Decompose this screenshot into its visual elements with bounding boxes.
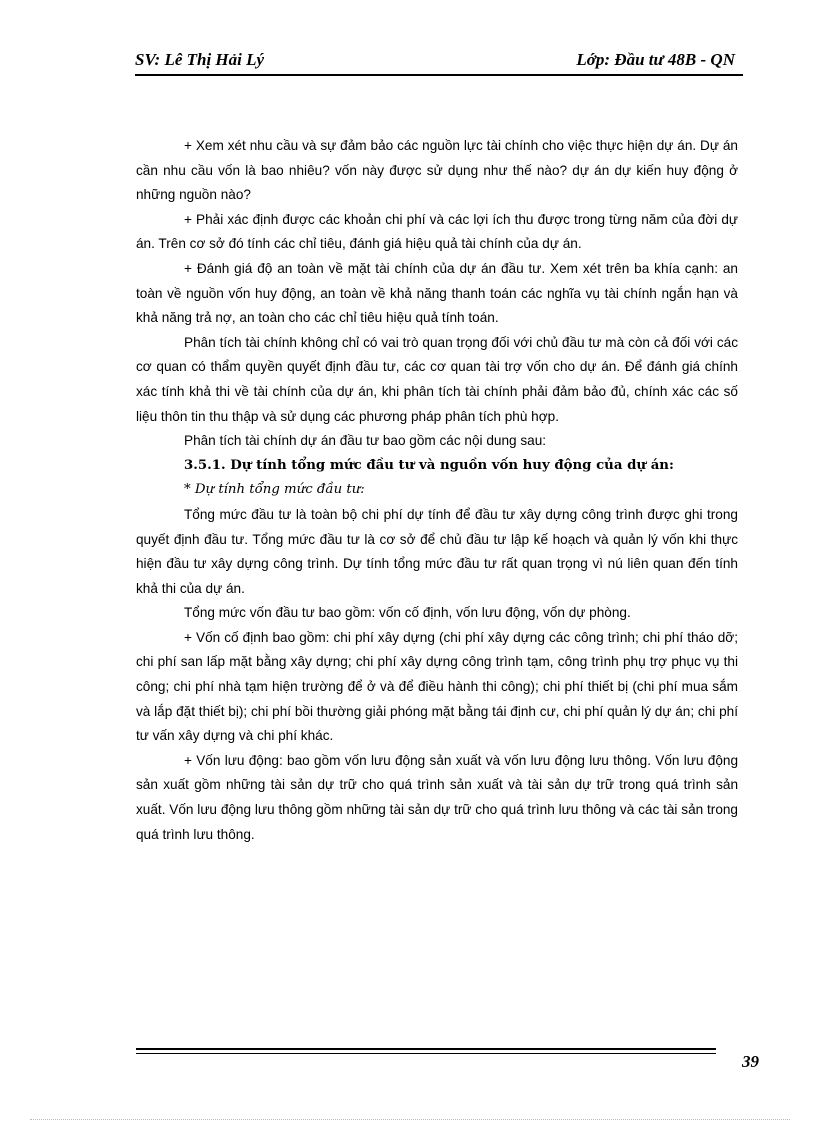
document-body [136,134,738,847]
paragraph: Phân tích tài chính không chỉ có vai trò quan trọng đối với chủ đầu tư mà còn cả đối với các cơ quan có thẩm quyền quyết định đầu tư, các cơ quan tài trợ vốn cho dự án. Để đánh giá chính xác tính khả thi về tài chính của dự án, khi phân tích tài chính phải đảm bảo đủ, chính xác các số liệu thôn tin thu thập và sử dụng các phương pháp phân tích phù hợp. [136,334,738,424]
page-edge [30,1119,790,1120]
paragraph: Tổng mức đầu tư là toàn bộ chi phí dự tính để đầu tư xây dựng công trình được ghi trong quyết định đầu tư. Tổng mức đầu tư là cơ sở để chủ đầu tư lập kế hoạch và quản lý vốn khi thực hiện đầu tư xây dựng công trình. Dự tính tổng mức đầu tư rất quan trọng vì nú liên quan đến tính khả thi của dự án. [136,506,738,596]
page-header [135,48,743,76]
paragraph: + Đánh giá độ an toàn về mặt tài chính của dự án đầu tư. Xem xét trên ba khía cạnh: an toàn về nguồn vốn huy động, an toàn về khả năng thanh toán các nghĩa vụ tài chính ngắn hạn và khả năng trả nợ, an toàn cho các chỉ tiêu hiệu quả tính toán. [136,260,738,326]
footer-divider [136,1048,716,1050]
footer-divider [136,1053,716,1054]
paragraph: Phân tích tài chính dự án đầu tư bao gồm các nội dung sau: [184,433,547,449]
paragraph: + Vốn lưu động: bao gồm vốn lưu động sản xuất và vốn lưu động lưu thông. Vốn lưu động sản xuất gồm những tài sản dự trữ cho quá trình sản xuất và tài sản dự trữ trong quá trình sản xuất. Vốn lưu động lưu thông gồm những tài sản dự trữ cho quá trình lưu thông và các tài sản trong quá trình lưu thông. [136,752,738,842]
student-name: SV: Lê Thị Hải Lý [135,50,265,69]
class-name: Lớp: Đầu tư 48B - QN [576,50,735,69]
sub-heading: * Dự tính tổng mức đầu tư: [184,482,365,498]
section-heading: 3.5.1. Dự tính tổng mức đầu tư và nguồn vốn huy động của dự án: [184,457,674,473]
page-number: 39 [742,1052,759,1071]
paragraph: + Phải xác định được các khoản chi phí và các lợi ích thu được trong từng năm của đời dự án. Trên cơ sở đó tính các chỉ tiêu, đánh giá hiệu quả tài chính của dự án. [136,211,738,252]
paragraph: + Xem xét nhu cầu và sự đảm bảo các nguồn lực tài chính cho việc thực hiện dự án. Dự án cần nhu cầu vốn là bao nhiêu? vốn này được sử dụng như thế nào? dự án dự kiến huy động ở những nguồn nào? [136,138,738,203]
paragraph: + Vốn cố định bao gồm: chi phí xây dựng (chi phí xây dựng các công trình; chi phí tháo dỡ; chi phí san lấp mặt bằng xây dựng; chi phí xây dựng công trình tạm, công trình phụ trợ phục vụ thi công; chi phí nhà tạm hiện trường để ở và để điều hành thi công); chi phí thiết bị (chi phí mua sắm và lắp đặt thiết bị); chi phí bồi thường giải phóng mặt bằng tái định cư, chi phí quản lý dự án; chi phí tư vấn xây dựng và chi phí khác. [136,629,738,744]
paragraph: Tổng mức vốn đầu tư bao gồm: vốn cố định, vốn lưu động, vốn dự phòng. [184,605,631,621]
